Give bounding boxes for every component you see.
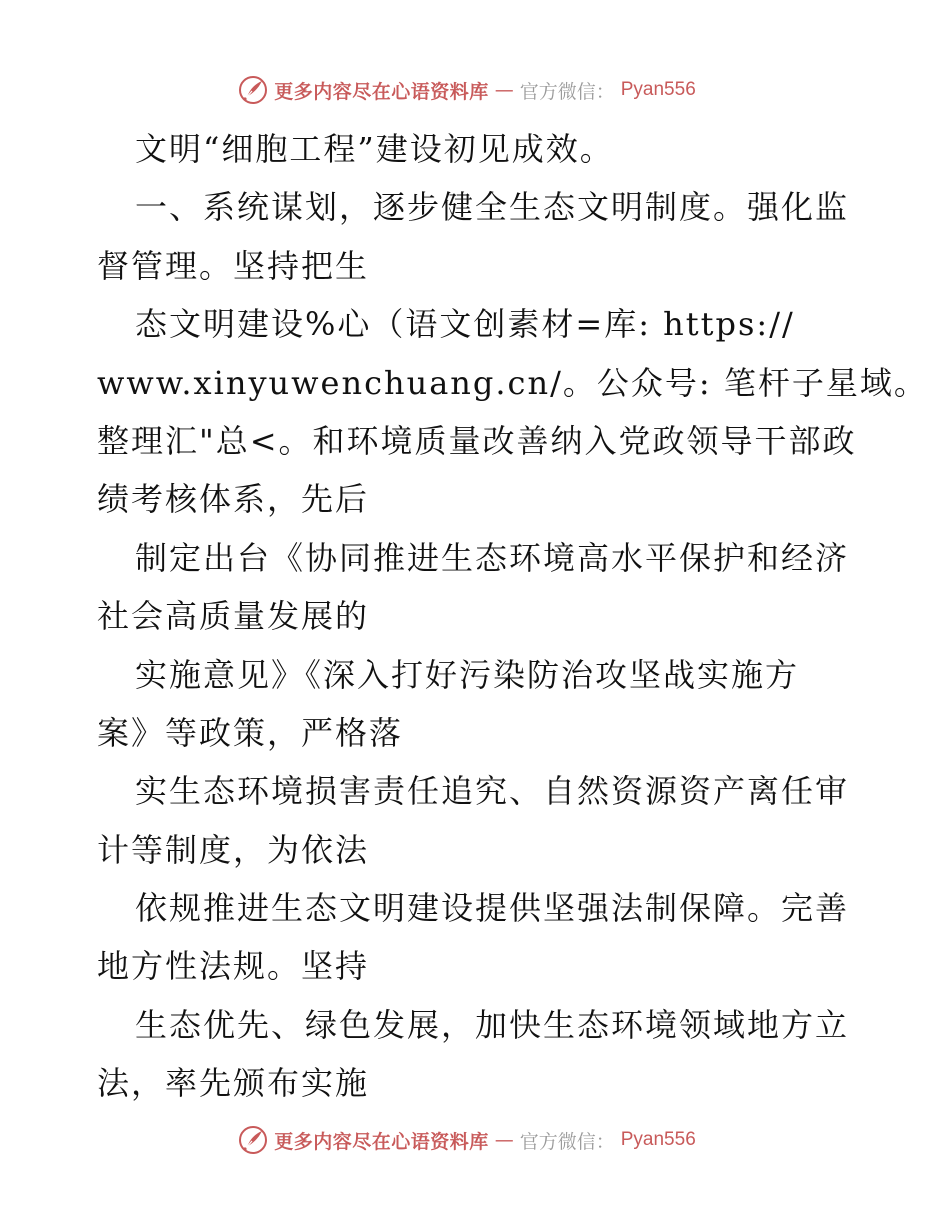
text-line: 实施意见》《深入打好污染防治攻坚战实施方 — [135, 655, 800, 694]
text-line: 制定出台《协同推进生态环境高水平保护和经济 — [135, 538, 850, 577]
text-line: 整理汇"总<。和环境质量改善纳入党政领导干部政 — [97, 421, 857, 460]
footer-watermark-banner — [0, 1120, 950, 1160]
text-line: 依规推进生态文明建设提供坚强法制保障。完善 — [135, 889, 850, 928]
text-line: 绩考核体系，先后 — [97, 480, 370, 519]
watermark-dash: — — [494, 79, 514, 101]
header-watermark-content — [238, 75, 696, 105]
text-line: 案》等政策，严格落 — [97, 713, 404, 752]
text-line: 实生态环境损害责任追究、自然资源资产离任审 — [135, 772, 850, 811]
text-line: www.xinyuwenchuang.cn/。公众号: 笔杆子星域。 — [97, 363, 928, 402]
feather-pen-logo-icon — [238, 75, 268, 105]
watermark-dash: — — [494, 1129, 514, 1151]
watermark-wechat-id: Pyan556 — [620, 79, 696, 100]
watermark-site-name: 更多内容尽在心语资料库 — [274, 1130, 489, 1153]
footer-watermark-content — [238, 1125, 696, 1155]
text-line: 一、系统谋划，逐步健全生态文明制度。强化监 — [135, 188, 850, 227]
text-line: 态文明建设%心（语文创素材=库: https:// — [135, 305, 795, 344]
text-line: 社会高质量发展的 — [97, 597, 370, 636]
text-line: 计等制度，为依法 — [97, 830, 370, 869]
text-line: 法，率先颁布实施 — [97, 1064, 370, 1103]
feather-pen-logo-icon — [238, 1125, 268, 1155]
watermark-site-name: 更多内容尽在心语资料库 — [274, 80, 489, 103]
text-line: 地方性法规。坚持 — [97, 947, 370, 986]
text-line: 生态优先、绿色发展，加快生态环境领域地方立 — [135, 1005, 850, 1044]
watermark-wechat-label: 官方微信： — [519, 80, 615, 103]
header-watermark-banner — [0, 70, 950, 110]
text-line: 文明“细胞工程”建设初见成效。 — [135, 130, 614, 168]
text-line: 督管理。坚持把生 — [97, 246, 370, 285]
watermark-wechat-id: Pyan556 — [620, 1129, 696, 1150]
watermark-wechat-label: 官方微信： — [519, 1130, 615, 1153]
document-body — [97, 120, 928, 1113]
